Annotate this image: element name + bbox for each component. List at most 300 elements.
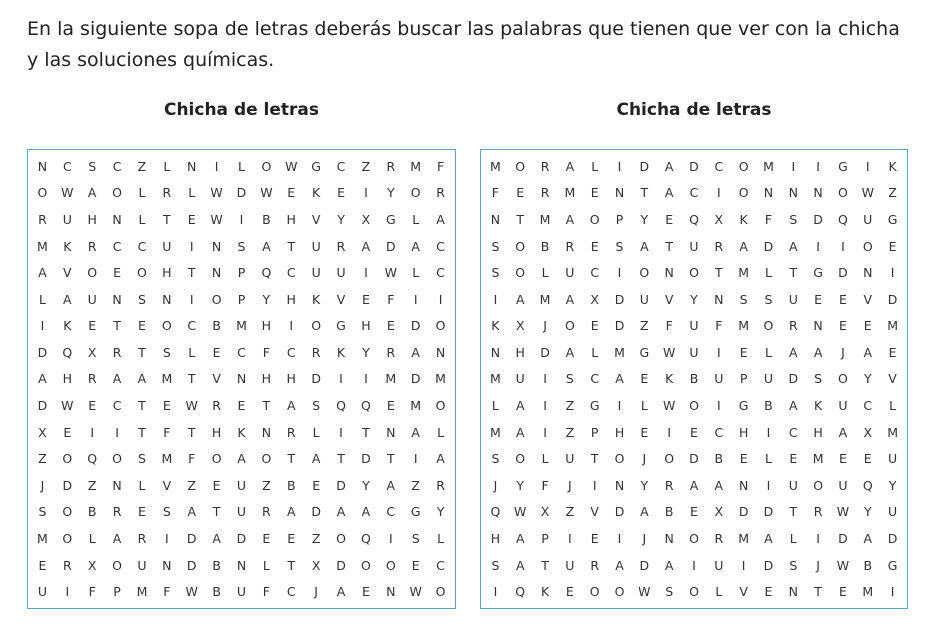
letter-cell: Q	[261, 265, 272, 281]
grid-row	[483, 472, 905, 499]
letter-cell: U	[87, 291, 97, 307]
letter-cell: C	[112, 158, 122, 174]
letter-cell: A	[112, 531, 122, 547]
letter-cell: Y	[888, 477, 897, 493]
letter-cell: R	[262, 504, 271, 520]
letter-cell: E	[138, 504, 146, 520]
letter-cell: F	[387, 291, 395, 307]
letter-cell: D	[639, 158, 650, 174]
letter-cell: U	[714, 371, 724, 387]
letter-cell: M	[490, 371, 501, 387]
letter-cell: F	[88, 584, 96, 600]
letter-cell: A	[565, 158, 575, 174]
letter-cell: N	[788, 185, 798, 201]
letter-cell: I	[40, 318, 45, 334]
letter-cell: Q	[87, 451, 98, 467]
letter-cell: D	[540, 344, 550, 360]
letter-cell: R	[212, 398, 221, 414]
letter-cell: K	[63, 238, 72, 254]
letter-cell: A	[361, 504, 371, 520]
letter-cell: O	[410, 185, 421, 201]
grid-row	[30, 445, 453, 472]
letter-cell: R	[664, 477, 674, 493]
letter-cell: H	[62, 371, 73, 387]
letter-cell: P	[615, 211, 624, 227]
letter-cell: R	[540, 158, 550, 174]
letter-cell: H	[361, 318, 371, 334]
letter-cell: N	[236, 371, 247, 387]
letter-cell: O	[614, 451, 625, 467]
letter-cell: U	[565, 265, 575, 281]
letter-cell: O	[112, 451, 122, 467]
letter-cell: A	[286, 504, 296, 520]
letter-cell: L	[437, 531, 445, 547]
letter-cell: A	[262, 238, 271, 254]
letter-cell: M	[385, 371, 397, 387]
letter-cell: L	[138, 185, 146, 201]
letter-cell: A	[411, 424, 420, 440]
letter-cell: I	[617, 531, 622, 547]
letter-cell: E	[640, 424, 649, 440]
grid-row	[30, 578, 453, 605]
letter-cell: M	[37, 238, 48, 254]
letter-cell: W	[185, 584, 198, 600]
letter-cell: N	[490, 211, 501, 227]
letter-cell: U	[311, 238, 321, 254]
letter-cell: I	[841, 238, 845, 254]
letter-cell: Z	[187, 477, 197, 493]
letter-cell: E	[838, 291, 847, 307]
letter-cell: K	[237, 424, 246, 440]
letter-cell: H	[286, 291, 296, 307]
letter-cell: L	[188, 344, 196, 360]
letter-cell: A	[361, 238, 371, 254]
letter-cell: W	[260, 185, 273, 201]
letter-cell: O	[564, 318, 575, 334]
letter-cell: L	[541, 451, 549, 467]
letter-cell: E	[386, 318, 395, 334]
letter-cell: Y	[863, 371, 872, 387]
letter-cell: O	[112, 185, 122, 201]
letter-cell: P	[590, 424, 599, 440]
letter-cell: M	[887, 318, 898, 334]
letter-cell: O	[515, 158, 526, 174]
letter-cell: H	[87, 211, 97, 227]
letter-cell: B	[664, 504, 674, 520]
letter-cell: A	[336, 504, 346, 520]
letter-cell: A	[411, 344, 420, 360]
letter-cell: U	[838, 477, 848, 493]
letter-cell: O	[838, 371, 848, 387]
letter-cell: I	[791, 158, 796, 174]
letter-cell: B	[212, 584, 221, 600]
letter-cell: X	[714, 211, 724, 227]
letter-cell: E	[38, 557, 47, 573]
letter-cell: A	[615, 371, 624, 387]
letter-cell: T	[541, 557, 549, 573]
letter-cell: T	[287, 557, 296, 573]
letter-cell: D	[763, 557, 774, 573]
letter-cell: V	[336, 291, 346, 307]
letter-cell: U	[62, 211, 72, 227]
letter-cell: W	[836, 504, 850, 520]
letter-cell: W	[285, 158, 298, 174]
letter-cell: I	[165, 531, 169, 547]
letter-cell: K	[491, 318, 500, 334]
letter-cell: U	[689, 318, 699, 334]
letter-cell: W	[61, 185, 74, 201]
letter-cell: O	[336, 531, 346, 547]
letter-cell: D	[37, 344, 48, 360]
letter-cell: Q	[838, 211, 848, 227]
letter-cell: E	[838, 318, 847, 334]
letter-cell: Y	[516, 477, 525, 493]
letter-cell: S	[565, 371, 574, 387]
letter-cell: E	[312, 477, 321, 493]
letter-cell: K	[540, 584, 550, 600]
letter-cell: S	[491, 557, 500, 573]
letter-cell: W	[514, 504, 527, 520]
letter-cell: U	[689, 344, 699, 360]
grid-row	[30, 419, 453, 446]
letter-cell: G	[639, 344, 650, 360]
letter-cell: J	[40, 477, 45, 493]
letter-cell: M	[490, 424, 501, 440]
grid-row	[483, 286, 905, 313]
grid-row	[483, 499, 905, 526]
letter-cell: Y	[337, 211, 345, 227]
letter-cell: D	[37, 398, 48, 414]
letter-cell: F	[541, 477, 549, 493]
letter-cell: A	[615, 557, 624, 573]
letter-cell: N	[162, 557, 172, 573]
letter-cell: E	[361, 291, 370, 307]
letter-cell: N	[813, 318, 823, 334]
letter-cell: E	[640, 371, 649, 387]
grid-row	[30, 180, 453, 207]
grid-row	[483, 206, 905, 233]
letter-cell: A	[436, 211, 445, 227]
letter-cell: D	[838, 265, 848, 281]
grid-row	[483, 578, 905, 605]
letter-cell: A	[336, 584, 346, 600]
letter-cell: D	[838, 531, 848, 547]
letter-cell: S	[789, 557, 798, 573]
letter-cell: E	[590, 318, 599, 334]
letter-cell: O	[435, 584, 446, 600]
letter-cell: I	[741, 557, 746, 573]
letter-cell: V	[162, 477, 172, 493]
grid-row	[30, 206, 453, 233]
letter-cell: C	[237, 344, 246, 360]
letter-cell: A	[640, 504, 649, 520]
letter-cell: F	[163, 584, 171, 600]
letter-cell: I	[716, 344, 721, 360]
letter-cell: C	[62, 158, 72, 174]
letter-cell: U	[311, 265, 321, 281]
letter-cell: S	[162, 344, 171, 360]
letter-cell: A	[664, 557, 674, 573]
letter-cell: O	[515, 451, 526, 467]
letter-cell: S	[312, 398, 321, 414]
letter-cell: Z	[38, 451, 47, 467]
letter-cell: N	[863, 265, 873, 281]
letter-cell: L	[640, 398, 648, 414]
letter-cell: M	[564, 185, 576, 201]
letter-cell: R	[137, 531, 147, 547]
letter-cell: Z	[361, 158, 371, 174]
instructions-text: En la siguiente sopa de letras deberás buscar las palabras que tienen que ver con la chicha y las soluciones químicas.	[27, 18, 900, 71]
letter-cell: D	[410, 371, 421, 387]
letter-cell: R	[813, 504, 823, 520]
letter-cell: A	[764, 531, 773, 547]
letter-cell: V	[590, 504, 599, 520]
letter-cell: E	[838, 584, 847, 600]
letter-cell: J	[816, 557, 820, 573]
letter-cell: O	[62, 531, 73, 547]
letter-cell: N	[162, 291, 172, 307]
grid-row	[483, 392, 905, 419]
letter-cell: U	[162, 238, 172, 254]
letter-cell: Z	[262, 477, 271, 493]
letter-cell: K	[312, 185, 321, 201]
letter-cell: U	[37, 584, 48, 600]
letter-cell: A	[63, 291, 72, 307]
letter-cell: F	[262, 344, 270, 360]
letter-cell: O	[738, 158, 749, 174]
letter-cell: L	[715, 584, 723, 600]
letter-cell: I	[716, 398, 721, 414]
letter-cell: R	[714, 238, 724, 254]
letter-cell: N	[211, 265, 222, 281]
letter-cell: D	[639, 557, 650, 573]
letter-cell: T	[287, 451, 296, 467]
letter-cell: D	[62, 477, 73, 493]
letter-cell: M	[435, 371, 446, 387]
letter-cell: M	[136, 584, 148, 600]
letter-cell: L	[163, 158, 171, 174]
letter-cell: N	[788, 584, 798, 600]
letter-cell: C	[590, 265, 600, 281]
letter-cell: E	[337, 185, 345, 201]
letter-cell: D	[236, 185, 247, 201]
grid-row	[30, 472, 453, 499]
letter-cell: W	[638, 584, 651, 600]
letter-cell: G	[838, 158, 848, 174]
letter-cell: Z	[137, 158, 147, 174]
letter-cell: E	[838, 451, 847, 467]
letter-cell: A	[112, 371, 122, 387]
letter-cell: D	[186, 557, 197, 573]
letter-cell: E	[63, 424, 72, 440]
letter-cell: A	[789, 344, 798, 360]
letter-cell: C	[286, 584, 296, 600]
letter-cell: R	[62, 557, 72, 573]
letter-cell: O	[763, 318, 774, 334]
letter-cell: R	[162, 185, 172, 201]
letter-cell: K	[312, 291, 321, 307]
letter-cell: Y	[863, 504, 872, 520]
letter-cell: R	[112, 344, 122, 360]
letter-cell: E	[764, 584, 773, 600]
letter-cell: A	[565, 211, 575, 227]
letter-cell: A	[237, 451, 246, 467]
letter-cell: U	[714, 557, 724, 573]
letter-cell: B	[286, 477, 296, 493]
letter-cell: X	[361, 211, 371, 227]
puzzle-title-right: Chicha de letras	[616, 100, 772, 120]
letter-cell: U	[863, 211, 873, 227]
letter-cell: O	[385, 557, 396, 573]
letter-cell: Y	[690, 291, 698, 307]
letter-cell: A	[789, 398, 798, 414]
letter-cell: A	[286, 398, 296, 414]
letter-cell: Z	[411, 477, 420, 493]
letter-cell: E	[789, 451, 798, 467]
letter-cell: C	[187, 318, 197, 334]
letter-cell: U	[236, 477, 247, 493]
letter-cell: I	[890, 265, 895, 281]
letter-cell: N	[614, 477, 625, 493]
letter-cell: F	[491, 185, 499, 201]
letter-cell: T	[113, 318, 121, 334]
letter-cell: A	[436, 451, 445, 467]
grid-row	[30, 153, 453, 180]
letter-cell: I	[493, 584, 498, 600]
letter-cell: E	[113, 265, 122, 281]
letter-cell: B	[87, 504, 97, 520]
letter-cell: M	[539, 291, 551, 307]
letter-cell: I	[568, 531, 572, 547]
letter-cell: L	[889, 398, 897, 414]
letter-cell: E	[739, 451, 748, 467]
letter-cell: N	[112, 211, 122, 227]
letter-cell: E	[287, 531, 296, 547]
letter-cell: X	[38, 424, 47, 440]
letter-cell: Y	[362, 344, 370, 360]
letter-cell: O	[435, 318, 446, 334]
letter-cell: I	[543, 371, 547, 387]
letter-cell: U	[639, 291, 649, 307]
letter-cell: I	[413, 291, 418, 307]
letter-cell: M	[812, 451, 824, 467]
letter-cell: M	[738, 531, 750, 547]
grid-row	[483, 180, 905, 207]
letter-cell: W	[61, 398, 74, 414]
letter-cell: A	[515, 291, 525, 307]
letter-cell: B	[764, 398, 773, 414]
letter-cell: U	[788, 291, 798, 307]
letter-cell: D	[311, 504, 321, 520]
letter-cell: S	[38, 504, 47, 520]
letter-cell: F	[163, 424, 171, 440]
letter-cell: S	[411, 531, 420, 547]
letter-cell: A	[664, 185, 674, 201]
letter-cell: U	[565, 451, 575, 467]
letter-cell: U	[763, 371, 774, 387]
letter-cell: A	[640, 238, 649, 254]
letter-cell: S	[237, 238, 246, 254]
letter-cell: A	[311, 451, 321, 467]
letter-cell: C	[112, 398, 122, 414]
letter-cell: O	[614, 584, 625, 600]
letter-cell: R	[386, 344, 396, 360]
letter-cell: L	[238, 158, 245, 174]
letter-cell: C	[689, 185, 699, 201]
letter-cell: A	[789, 238, 798, 254]
letter-cell: R	[336, 238, 346, 254]
letter-cell: H	[738, 424, 749, 440]
letter-cell: A	[515, 398, 525, 414]
letter-cell: O	[515, 265, 526, 281]
letter-cell: T	[287, 238, 296, 254]
letter-cell: K	[63, 318, 72, 334]
letter-cell: E	[590, 238, 599, 254]
letter-cell: S	[615, 238, 624, 254]
letter-cell: L	[138, 211, 146, 227]
letter-cell: P	[237, 291, 246, 307]
letter-cell: N	[211, 238, 222, 254]
letter-cell: I	[339, 424, 343, 440]
letter-cell: G	[738, 398, 749, 414]
letter-cell: I	[364, 265, 368, 281]
letter-cell: Y	[436, 504, 445, 520]
letter-cell: N	[386, 584, 396, 600]
letter-cell: Q	[862, 477, 873, 493]
letter-cell: I	[816, 531, 820, 547]
grid-row	[483, 419, 905, 446]
letter-cell: V	[863, 291, 873, 307]
letter-cell: J	[568, 477, 572, 493]
letter-cell: E	[888, 238, 897, 254]
letter-cell: V	[212, 371, 221, 387]
letter-cell: L	[412, 265, 420, 281]
letter-cell: Y	[640, 477, 649, 493]
letter-cell: W	[409, 584, 422, 600]
letter-cell: A	[689, 477, 699, 493]
letter-cell: M	[161, 371, 173, 387]
letter-cell: Z	[87, 477, 97, 493]
letter-cell: M	[862, 584, 874, 600]
letter-cell: O	[62, 504, 73, 520]
letter-cell: C	[590, 371, 600, 387]
letter-cell: X	[515, 318, 525, 334]
letter-cell: W	[185, 398, 198, 414]
letter-cell: A	[838, 424, 848, 440]
letter-cell: T	[163, 211, 171, 227]
letter-cell: E	[262, 531, 271, 547]
letter-cell: A	[87, 185, 97, 201]
letter-cell: E	[690, 504, 698, 520]
letter-cell: Z	[565, 398, 575, 414]
grid-row	[483, 366, 905, 393]
grid-row	[483, 445, 905, 472]
letter-cell: M	[763, 158, 774, 174]
letter-cell: L	[591, 344, 599, 360]
letter-cell: G	[410, 504, 421, 520]
letter-cell: D	[738, 504, 749, 520]
letter-cell: E	[212, 477, 221, 493]
letter-cell: N	[813, 185, 823, 201]
letter-cell: D	[614, 318, 625, 334]
grid-row	[30, 366, 453, 393]
letter-cell: U	[888, 504, 898, 520]
letter-cell: D	[336, 557, 346, 573]
letter-cell: O	[311, 318, 322, 334]
letter-cell: U	[565, 557, 575, 573]
letter-cell: A	[565, 344, 575, 360]
letter-cell: Z	[311, 531, 321, 547]
